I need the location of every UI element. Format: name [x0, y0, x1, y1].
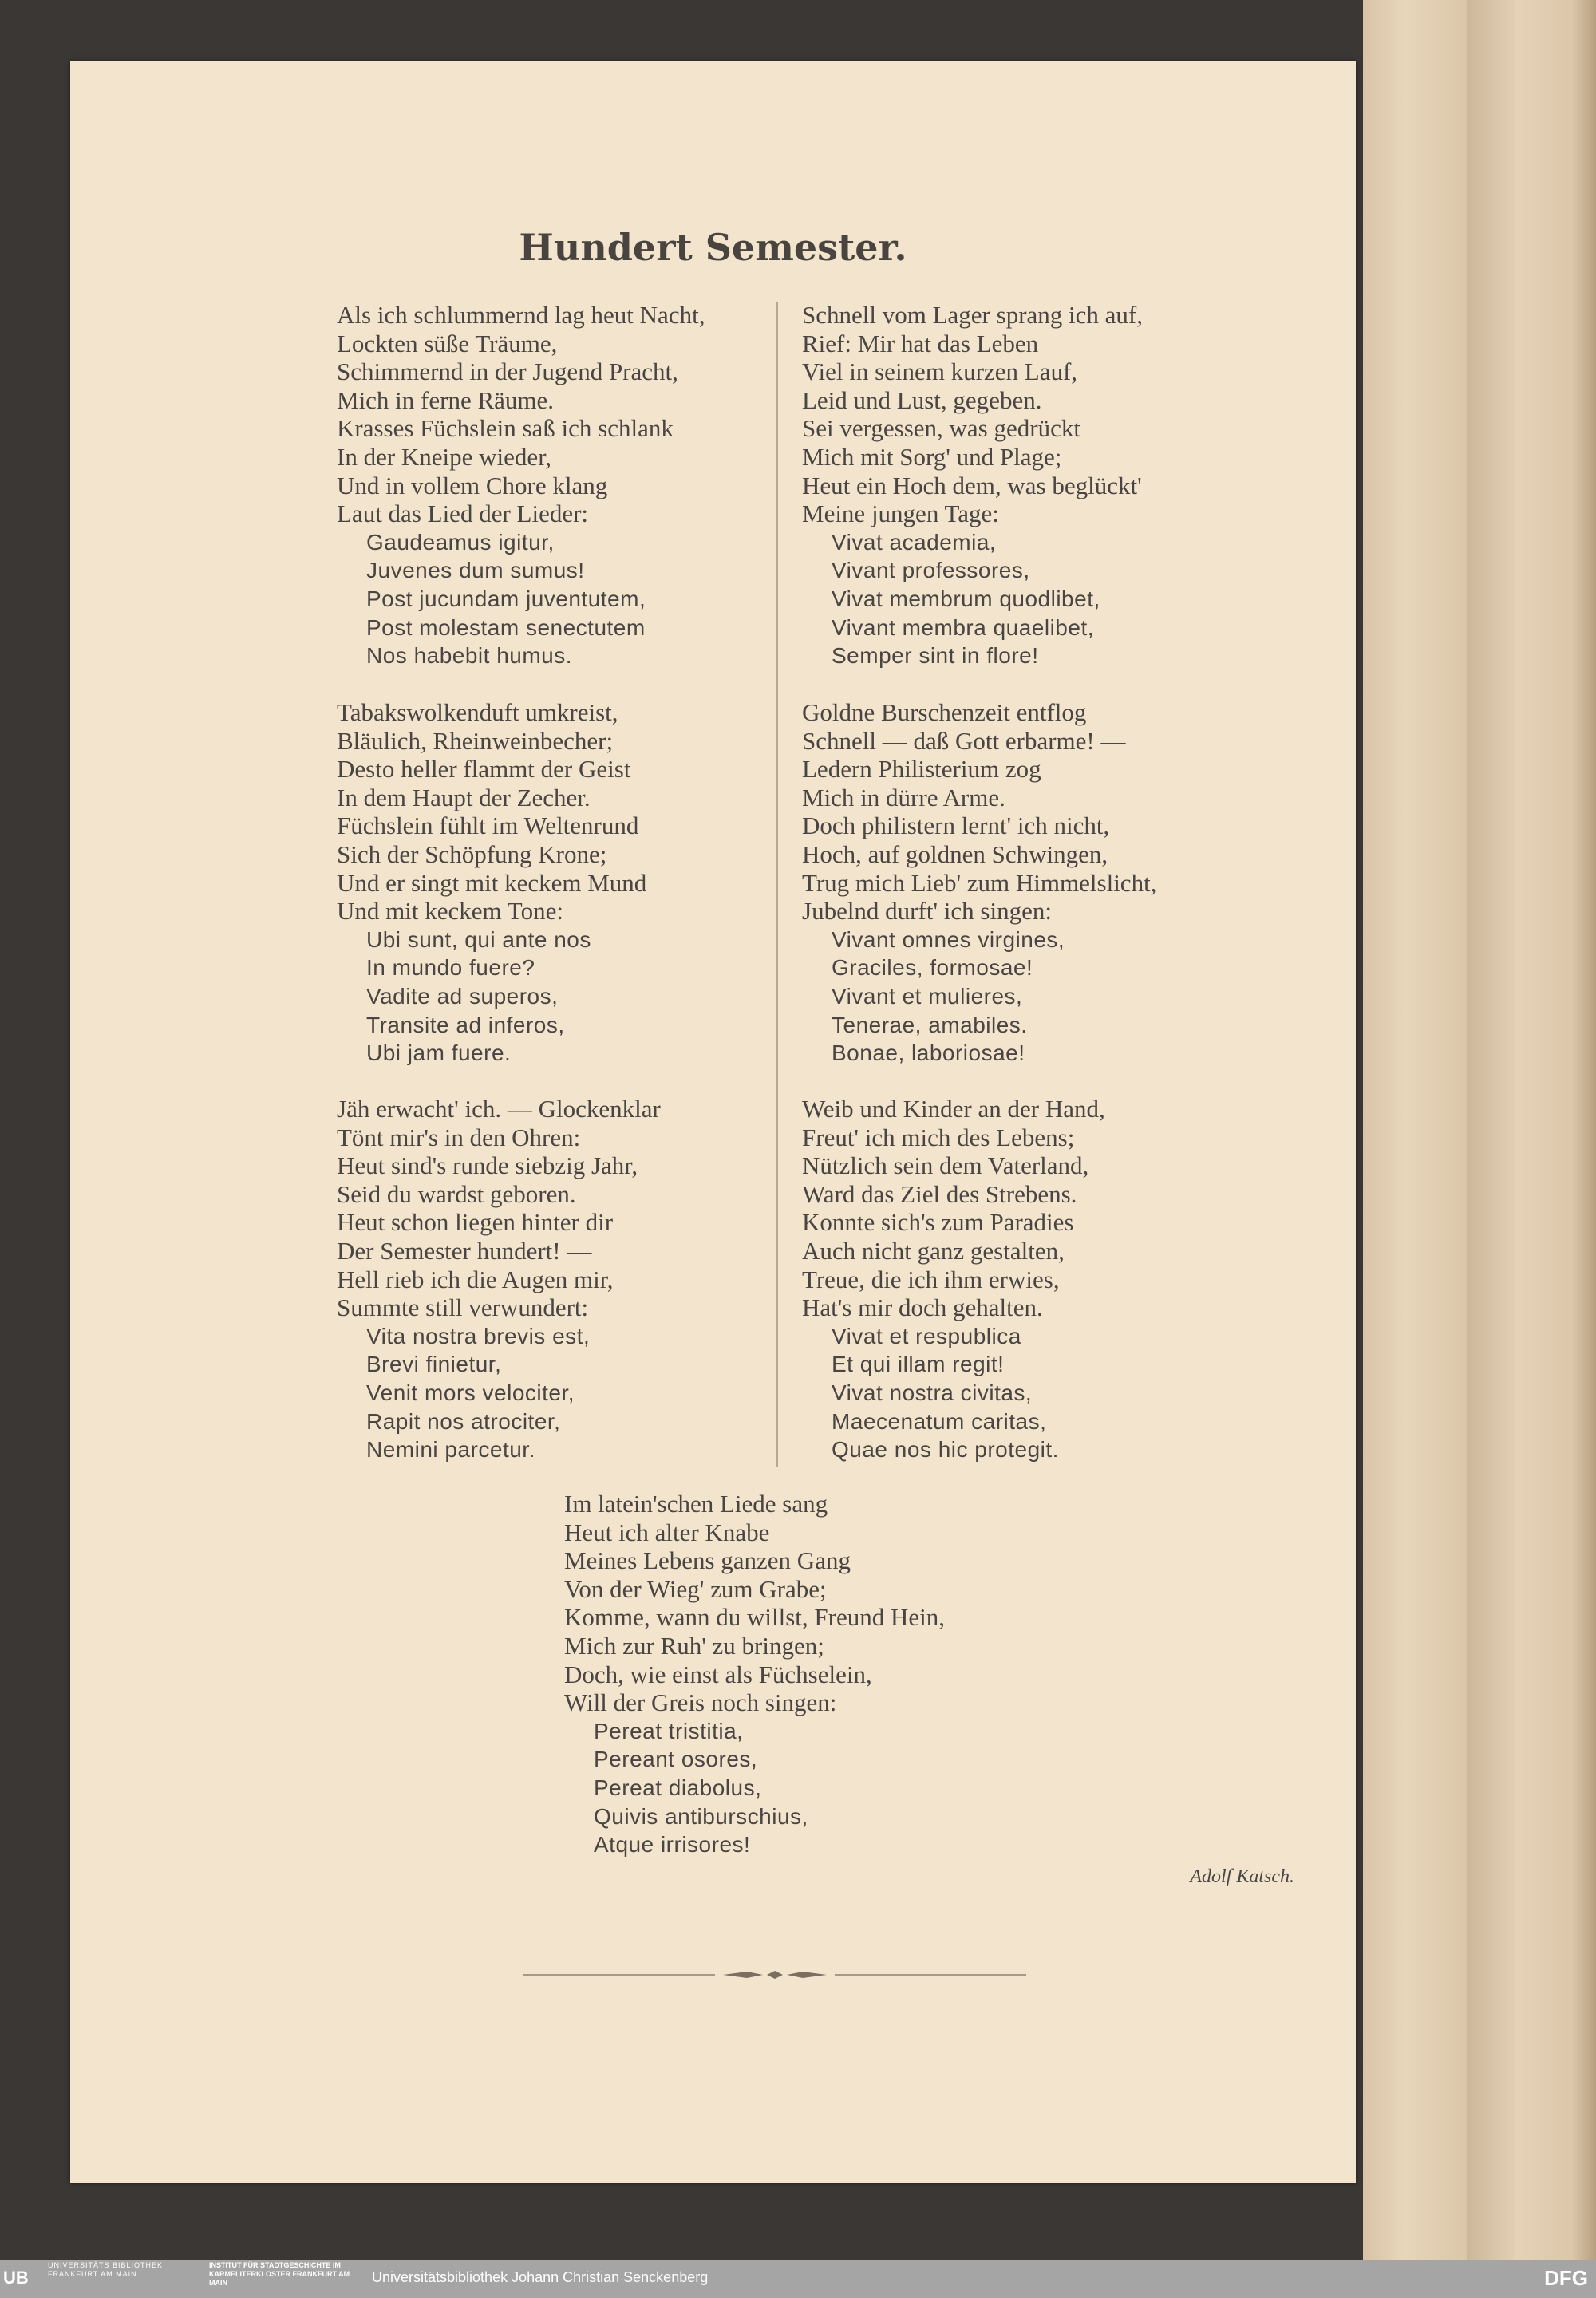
latin-refrain-line: Atque irrisores! — [594, 1832, 751, 1858]
verse-line: Im latein'schen Liede sang — [564, 1490, 828, 1518]
latin-refrain-line: Graciles, formosae! — [832, 955, 1033, 981]
verse-line: Mich zur Ruh' zu bringen; — [564, 1631, 824, 1660]
stanza — [337, 1095, 661, 1464]
stanza — [802, 698, 1156, 1068]
verse-line: Füchslein fühlt im Weltenrund — [337, 811, 639, 840]
stanza — [564, 1490, 945, 1859]
verse-line: Hell rieb ich die Augen mir, — [337, 1265, 614, 1293]
latin-refrain-line: Maecenatum caritas, — [832, 1408, 1047, 1434]
latin-refrain-line: Juvenes dum sumus! — [366, 558, 585, 583]
verse-line: Rief: Mir hat das Leben — [802, 329, 1039, 357]
ub-logo-text: UNIVERSITÄTS BIBLIOTHEK FRANKFURT AM MAIN — [48, 2261, 164, 2278]
latin-refrain-line: Vivat membrum quodlibet, — [832, 586, 1100, 611]
latin-refrain-line: Vivant membra quaelibet, — [832, 614, 1094, 640]
latin-refrain-line: Ubi sunt, qui ante nos — [366, 926, 591, 952]
stanza — [802, 1095, 1105, 1464]
verse-line: Lockten süße Träume, — [337, 329, 558, 357]
verse-line: Heut ich alter Knabe — [564, 1518, 770, 1546]
latin-refrain-line: Vita nostra brevis est, — [366, 1323, 591, 1348]
verse-line: Nützlich sein dem Vaterland, — [802, 1151, 1089, 1180]
poem-title: Hundert Semester. — [519, 226, 907, 269]
library-name: Universitätsbibliothek Johann Christian Senckenberg — [372, 2269, 709, 2285]
verse-line: Der Semester hundert! — — [337, 1236, 592, 1265]
latin-refrain-line: Vivat et respublica — [832, 1323, 1021, 1348]
latin-refrain-line: Quivis antiburschius, — [594, 1803, 808, 1829]
verse-line: Und in vollem Chore klang — [337, 471, 608, 499]
verse-line: Sei vergessen, was gedrückt — [802, 414, 1080, 443]
latin-refrain-line: Ubi jam fuere. — [366, 1040, 512, 1066]
latin-refrain-line: Nos habebit humus. — [366, 643, 573, 669]
verse-line: Heut sind's runde siebzig Jahr, — [337, 1151, 638, 1180]
verse-line: Seid du wardst geboren. — [337, 1179, 576, 1208]
stanza — [802, 301, 1143, 670]
verse-line: Und er singt mit keckem Mund — [337, 868, 647, 897]
verse-line: Leid und Lust, gegeben. — [802, 385, 1042, 414]
verse-line: In der Kneipe wieder, — [337, 442, 552, 471]
verse-line: Will der Greis noch singen: — [564, 1688, 837, 1717]
latin-refrain-line: Vivant et mulieres, — [832, 983, 1023, 1009]
ornament-divider — [523, 1970, 1026, 1980]
verse-line: Laut das Lied der Lieder: — [337, 499, 589, 528]
verse-line: In dem Haupt der Zecher. — [337, 783, 591, 811]
latin-refrain-line: Tenerae, amabiles. — [832, 1012, 1028, 1037]
latin-refrain-line: Et qui illam regit! — [832, 1352, 1005, 1377]
verse-line: Ward das Ziel des Strebens. — [802, 1179, 1077, 1208]
verse-line: Heut schon liegen hinter dir — [337, 1208, 614, 1237]
stanza — [337, 698, 646, 1068]
verse-line: Meines Lebens ganzen Gang — [564, 1546, 851, 1575]
isg-logo[interactable]: INSTITUT FÜR STADTGESCHICHTE IM KARMELITERKLOSTER FRANKFURT AM MAIN — [209, 2261, 350, 2287]
verse-line: Desto heller flammt der Geist — [337, 755, 631, 784]
page-edge — [1467, 0, 1515, 2260]
verse-line: Viel in seinem kurzen Lauf, — [802, 357, 1078, 386]
author-signature: Adolf Katsch. — [1190, 1866, 1294, 1887]
verse-line: Freut' ich mich des Lebens; — [802, 1123, 1075, 1151]
verse-line: Schnell — daß Gott erbarme! — — [802, 726, 1126, 755]
verse-line: Jubelnd durft' ich singen: — [802, 897, 1052, 926]
latin-refrain-line: Vivant omnes virgines, — [832, 926, 1065, 952]
latin-refrain-line: Bonae, laboriosae! — [832, 1040, 1025, 1066]
verse-line: Und mit keckem Tone: — [337, 897, 563, 926]
latin-refrain-line: Venit mors velociter, — [366, 1380, 575, 1405]
latin-refrain-line: Brevi finietur, — [366, 1352, 502, 1377]
latin-refrain-line: In mundo fuere? — [366, 955, 535, 981]
latin-refrain-line: Vivant professores, — [832, 558, 1030, 583]
verse-line: Mich mit Sorg' und Plage; — [802, 442, 1062, 471]
ub-logo[interactable]: UB — [3, 2268, 29, 2288]
latin-refrain-line: Transite ad inferos, — [366, 1012, 565, 1037]
page-edge — [1515, 0, 1596, 2260]
latin-refrain-line: Vivat nostra civitas, — [832, 1380, 1033, 1405]
latin-refrain-line: Pereat diabolus, — [594, 1775, 762, 1800]
latin-refrain-line: Quae nos hic protegit. — [832, 1437, 1059, 1463]
verse-line: Goldne Burschenzeit entflog — [802, 698, 1087, 726]
verse-line: Meine jungen Tage: — [802, 499, 999, 528]
verse-line: Hat's mir doch gehalten. — [802, 1293, 1043, 1322]
verse-line: Als ich schlummernd lag heut Nacht, — [337, 301, 705, 329]
verse-line: Mich in ferne Räume. — [337, 385, 555, 414]
verse-line: Ledern Philisterium zog — [802, 755, 1041, 784]
stanza — [337, 301, 705, 670]
verse-line: Jäh erwacht' ich. — Glockenklar — [337, 1095, 661, 1123]
latin-refrain-line: Nemini parcetur. — [366, 1437, 535, 1463]
verse-line: Hoch, auf goldnen Schwingen, — [802, 839, 1108, 868]
page-edge — [1363, 0, 1467, 2260]
verse-line: Bläulich, Rheinweinbecher; — [337, 726, 614, 755]
latin-refrain-line: Vadite ad superos, — [366, 983, 559, 1009]
verse-line: Krasses Füchslein saß ich schlank — [337, 414, 674, 443]
verse-line: Summte still verwundert: — [337, 1293, 589, 1322]
document-page — [70, 61, 1356, 2183]
verse-line: Sich der Schöpfung Krone; — [337, 839, 607, 868]
verse-line: Treue, die ich ihm erwies, — [802, 1265, 1060, 1293]
verse-line: Tabakswolkenduft umkreist, — [337, 698, 618, 726]
verse-line: Tönt mir's in den Ohren: — [337, 1123, 581, 1151]
latin-refrain-line: Rapit nos atrociter, — [366, 1408, 561, 1434]
latin-refrain-line: Vivat academia, — [832, 529, 997, 555]
latin-refrain-line: Gaudeamus igitur, — [366, 529, 555, 555]
viewer-footer — [0, 2260, 1596, 2298]
verse-line: Schnell vom Lager sprang ich auf, — [802, 301, 1143, 329]
verse-line: Auch nicht ganz gestalten, — [802, 1236, 1065, 1265]
verse-line: Konnte sich's zum Paradies — [802, 1208, 1074, 1237]
latin-refrain-line: Semper sint in flore! — [832, 643, 1039, 669]
verse-line: Weib und Kinder an der Hand, — [802, 1095, 1105, 1123]
verse-line: Schimmernd in der Jugend Pracht, — [337, 357, 678, 386]
verse-line: Doch, wie einst als Füchselein, — [564, 1660, 872, 1688]
latin-refrain-line: Post jucundam juventutem, — [366, 586, 646, 611]
latin-refrain-line: Post molestam senectutem — [366, 614, 646, 640]
verse-line: Von der Wieg' zum Grabe; — [564, 1574, 827, 1603]
verse-line: Doch philistern lernt' ich nicht, — [802, 811, 1110, 840]
verse-line: Heut ein Hoch dem, was beglückt' — [802, 471, 1142, 499]
latin-refrain-line: Pereant osores, — [594, 1747, 758, 1772]
verse-line: Mich in dürre Arme. — [802, 783, 1005, 811]
verse-line: Trug mich Lieb' zum Himmelslicht, — [802, 868, 1157, 897]
latin-refrain-line: Pereat tristitia, — [594, 1718, 744, 1743]
column-divider — [776, 302, 778, 1467]
dfg-logo[interactable]: DFG — [1544, 2266, 1588, 2290]
verse-line: Komme, wann du willst, Freund Hein, — [564, 1603, 946, 1632]
